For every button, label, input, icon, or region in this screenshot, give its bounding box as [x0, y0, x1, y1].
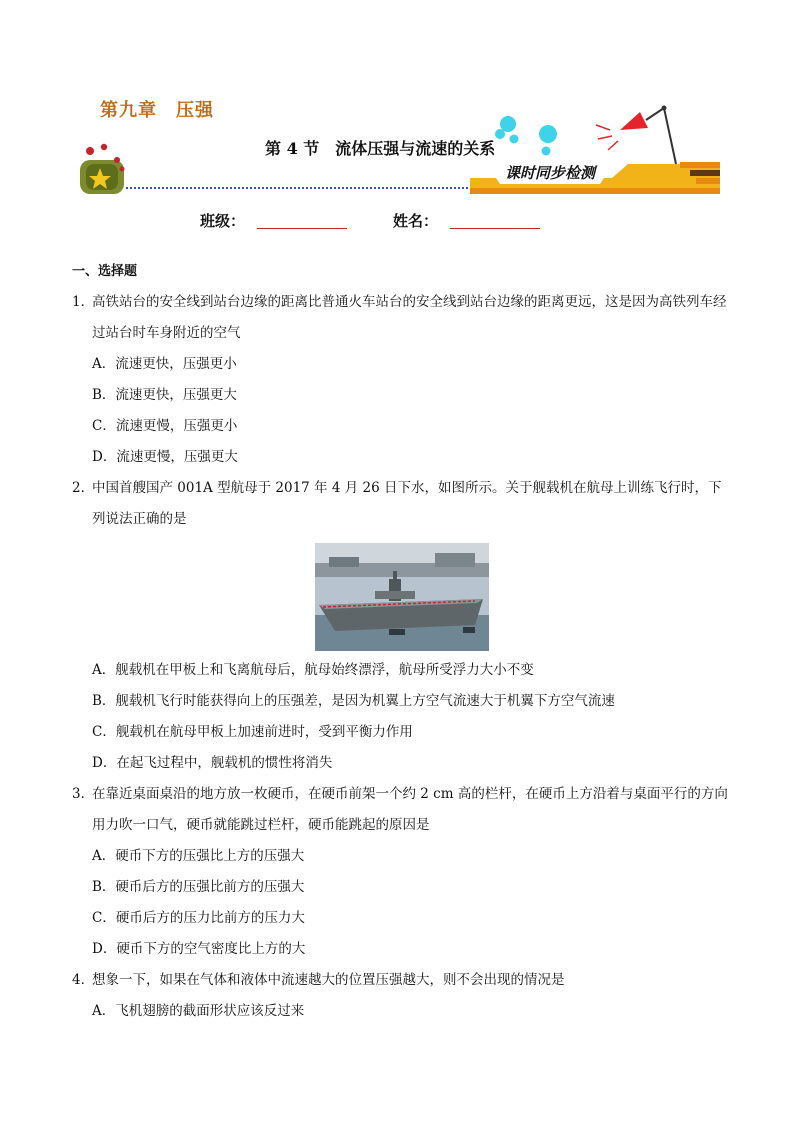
- option: C．舰载机在航母甲板上加速前进时，受到平衡力作用: [92, 724, 413, 740]
- question-2: [72, 473, 732, 535]
- student-info: [0, 210, 794, 236]
- option: B．流速更快，压强更大: [92, 387, 237, 403]
- question-text: 想象一下，如果在气体和液体中流速越大的位置压强越大，则不会出现的情况是: [92, 972, 565, 988]
- question-text: 中国首艘国产 001A 型航母于 2017 年 4 月 26 日下水，如图所示。关于舰载机在航母上训练飞行时，下列说法正确的是: [92, 480, 722, 527]
- option: B．硬币后方的压强比前方的压强大: [92, 879, 305, 895]
- question-number: 1．: [72, 294, 95, 310]
- name-field[interactable]: [450, 228, 540, 229]
- section-heading: 一、选择题: [72, 264, 138, 279]
- aircraft-carrier-photo: [315, 543, 489, 651]
- question-text: 在靠近桌面桌沿的地方放一枚硬币，在硬币前架一个约 2 cm 高的栏杆，在硬币上方沿着与桌面平行的方向用力吹一口气，硬币就能跳过栏杆，硬币能跳起的原因是: [92, 786, 728, 833]
- bubbles-icon: [495, 116, 557, 156]
- section-title: 第 4 节 流体压强与流速的关系: [265, 139, 496, 158]
- class-field[interactable]: [257, 228, 347, 229]
- question-1: [72, 287, 732, 349]
- star-badge-icon: [80, 144, 125, 194]
- question-list: [72, 256, 732, 1027]
- question-3: [72, 779, 732, 841]
- option: D．在起飞过程中，舰载机的惯性将消失: [92, 755, 333, 771]
- option: A．流速更快，压强更小: [92, 356, 237, 372]
- option: A．硬币下方的压强比上方的压强大: [92, 848, 305, 864]
- class-label: 班级：: [200, 212, 246, 230]
- question-text: 高铁站台的安全线到站台边缘的距离比普通火车站台的安全线到站台边缘的距离更远，这是因为高铁列车经过站台时车身附近的空气: [92, 294, 727, 341]
- option: A．飞机翅膀的截面形状应该反过来: [92, 1003, 305, 1019]
- question-4: [72, 965, 732, 996]
- question-number: 3．: [72, 786, 95, 802]
- option: D．流速更慢，压强更大: [92, 449, 238, 465]
- question-number: 4．: [72, 972, 95, 988]
- option: B．舰载机飞行时能获得向上的压强差，是因为机翼上方空气流速大于机翼下方空气流速: [92, 693, 615, 709]
- subtitle-badge: 课时同步检测: [505, 164, 596, 182]
- chapter-title: 第九章 压强: [100, 100, 214, 121]
- question-number: 2．: [72, 480, 95, 496]
- option: D．硬币下方的空气密度比上方的大: [92, 941, 306, 957]
- option: C．流速更慢，压强更小: [92, 418, 238, 434]
- option: C．硬币后方的压力比前方的压力大: [92, 910, 305, 926]
- name-label: 姓名：: [393, 212, 439, 230]
- desk-lamp-icon: [596, 106, 676, 165]
- option: A．舰载机在甲板上和飞离航母后，航母始终漂浮，航母所受浮力大小不变: [92, 662, 534, 678]
